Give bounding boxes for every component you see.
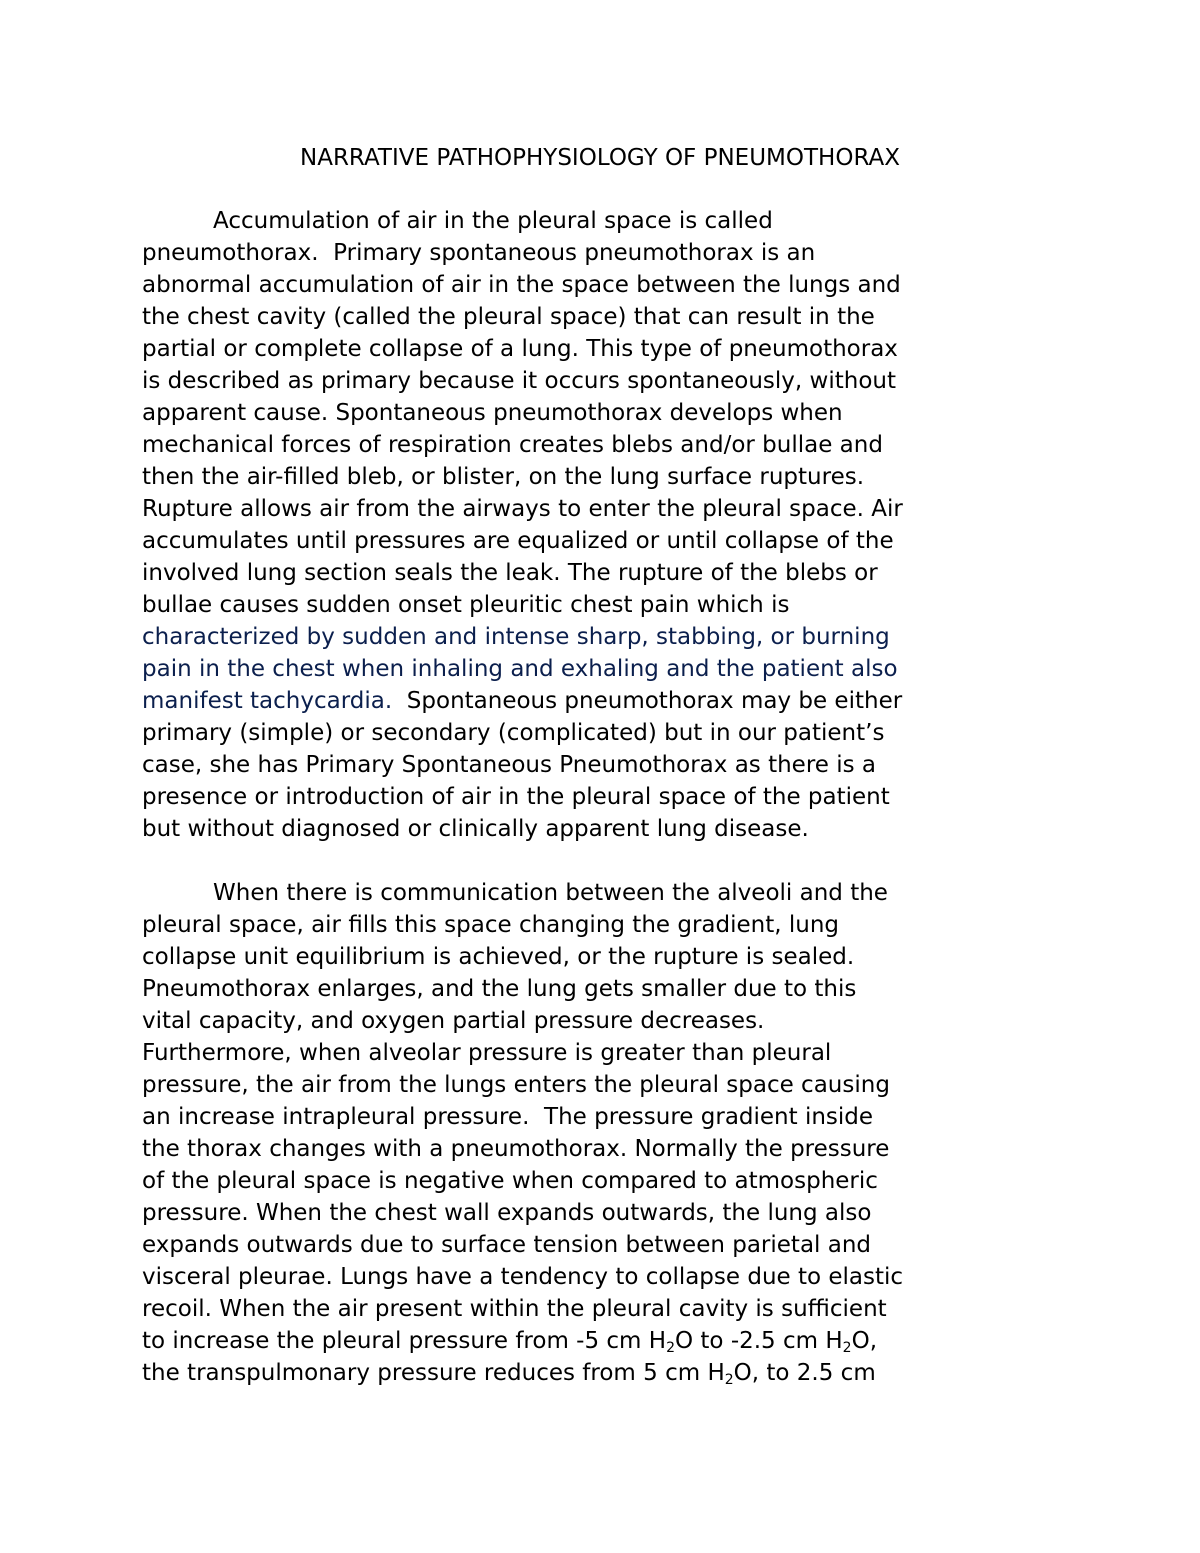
subscript: 2: [724, 1372, 734, 1388]
text-line: Rupture allows air from the airways to enter the pleural space. Air: [142, 496, 903, 522]
text-line: mechanical forces of respiration creates blebs and/or bullae and: [142, 432, 883, 458]
text-line: collapse unit equilibrium is achieved, or the rupture is sealed.: [142, 944, 855, 970]
text-line: accumulates until pressures are equalized or until collapse of the: [142, 528, 894, 554]
text-line: but without diagnosed or clinically apparent lung disease.: [142, 816, 809, 842]
text-line: visceral pleurae. Lungs have a tendency to collapse due to elastic: [142, 1264, 904, 1290]
text-line: [142, 1325, 903, 1357]
highlighted-text-line: characterized by sudden and intense sharp, stabbing, or burning: [142, 624, 890, 650]
text-line: Furthermore, when alveolar pressure is greater than pleural: [142, 1040, 832, 1066]
text-line: Accumulation of air in the pleural space is called: [213, 208, 773, 234]
highlighted-text-line: pain in the chest when inhaling and exhaling and the patient also: [142, 656, 898, 682]
document-title: NARRATIVE PATHOPHYSIOLOGY OF PNEUMOTHORAX: [300, 145, 900, 171]
text-line: of the pleural space is negative when compared to atmospheric: [142, 1168, 878, 1194]
text-line: When there is communication between the alveoli and the: [213, 880, 888, 906]
text-line: pleural space, air fills this space changing the gradient, lung: [142, 912, 840, 938]
text-segment: O to -2.5 cm H: [675, 1328, 843, 1354]
text-segment: Spontaneous pneumothorax may be either: [392, 688, 903, 714]
text-line: pressure, the air from the lungs enters the pleural space causing: [142, 1072, 890, 1098]
text-line: presence or introduction of air in the pleural space of the patient: [142, 784, 890, 810]
text-line: bullae causes sudden onset pleuritic chest pain which is: [142, 592, 790, 618]
text-line: is described as primary because it occurs spontaneously, without: [142, 368, 896, 394]
text-line: pneumothorax. Primary spontaneous pneumothorax is an: [142, 240, 816, 266]
subscript: 2: [842, 1340, 852, 1356]
text-line: [142, 685, 903, 717]
paragraph-2: [142, 877, 903, 1389]
text-line: involved lung section seals the leak. The rupture of the blebs or: [142, 560, 878, 586]
text-line: the thorax changes with a pneumothorax. Normally the pressure: [142, 1136, 890, 1162]
text-line: case, she has Primary Spontaneous Pneumothorax as there is a: [142, 752, 877, 778]
text-line: primary (simple) or secondary (complicated) but in our patient’s: [142, 720, 885, 746]
text-line: expands outwards due to surface tension between parietal and: [142, 1232, 872, 1258]
text-line: partial or complete collapse of a lung. This type of pneumothorax: [142, 336, 898, 362]
text-line: Pneumothorax enlarges, and the lung gets smaller due to this: [142, 976, 857, 1002]
text-line: recoil. When the air present within the pleural cavity is sufficient: [142, 1296, 887, 1322]
text-segment: to increase the pleural pressure from -5 cm H: [142, 1328, 667, 1354]
text-line: abnormal accumulation of air in the space between the lungs and: [142, 272, 901, 298]
text-line: an increase intrapleural pressure. The pressure gradient inside: [142, 1104, 874, 1130]
text-segment: O,: [851, 1328, 878, 1354]
text-segment: the transpulmonary pressure reduces from 5 cm H: [142, 1360, 725, 1386]
highlighted-text: manifest tachycardia.: [142, 688, 393, 714]
text-line: the chest cavity (called the pleural space) that can result in the: [142, 304, 875, 330]
text-segment: O, to 2.5 cm: [733, 1360, 876, 1386]
paragraph-1: [142, 205, 903, 845]
text-line: [142, 1357, 903, 1389]
subscript: 2: [666, 1340, 675, 1356]
text-line: vital capacity, and oxygen partial pressure decreases.: [142, 1008, 765, 1034]
text-line: apparent cause. Spontaneous pneumothorax develops when: [142, 400, 843, 426]
text-line: then the air-filled bleb, or blister, on the lung surface ruptures.: [142, 464, 865, 490]
text-line: pressure. When the chest wall expands outwards, the lung also: [142, 1200, 872, 1226]
